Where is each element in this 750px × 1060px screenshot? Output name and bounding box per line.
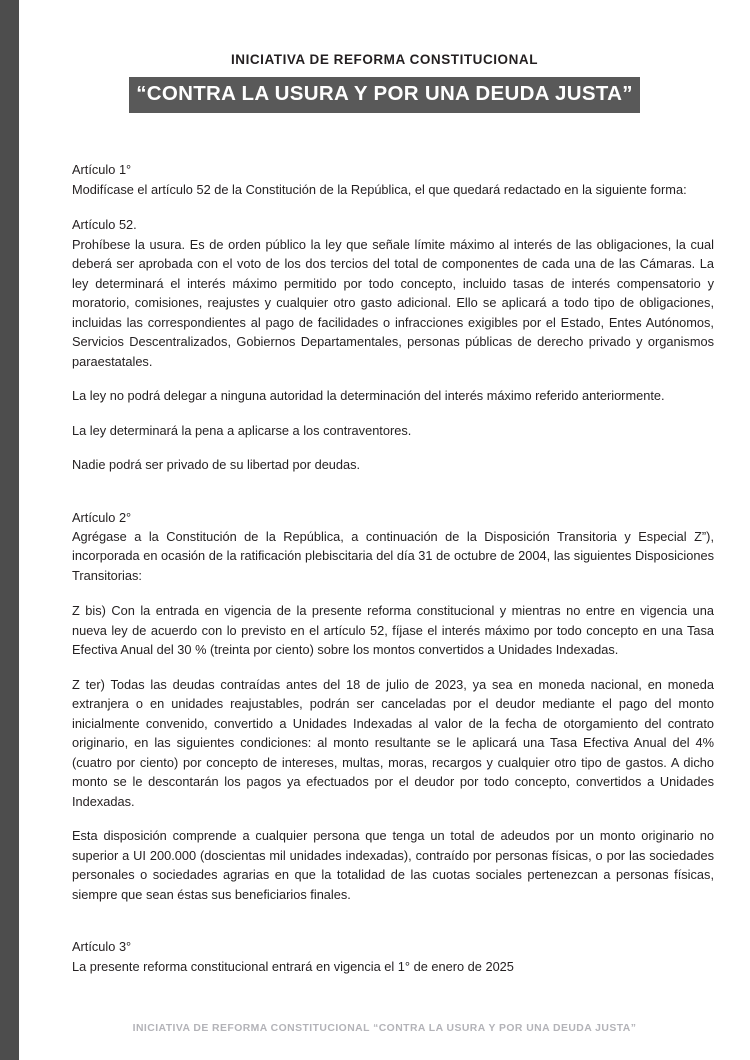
page-content [19,0,750,1060]
spacer [72,371,714,386]
header-eyebrow: INICIATIVA DE REFORMA CONSTITUCIONAL [230,52,539,67]
spacer [72,475,714,508]
disposition-z-bis: Z bis) Con la entrada en vigencia de la presente reforma constitucional y mientras no entre en vigencia una nueva ley de acuerdo con lo previsto en el artículo 52, fíjase el interés máximo por todo concepto en una Tasa Efectiva Anual del 30 % (treinta por ciento) sobre los montos convertidos a Unidades Indexadas. [72,603,714,658]
article-section-2 [72,508,714,905]
spacer [72,904,714,937]
article-section-3 [72,937,714,976]
article-1-lead: Modifícase el artículo 52 de la Constitución de la República, el que quedará redactado en la siguiente forma: [72,181,687,197]
article-2-heading: Artículo 2° [72,509,132,525]
disposition-z-ter: Z ter) Todas las deudas contraídas antes del 18 de julio de 2023, ya sea en moneda nacional, en moneda extranjera o en unidades reajustables, podrán ser canceladas por el deudor mediante el pago del monto inicialmente convenido, convertido a Unidades Indexadas al valor de la fecha de otorgamiento del contrato originario, en las siguientes condiciones: al monto resultante se le aplicará una Tasa Efectiva Anual del 4% (cuatro por ciento) por concepto de intereses, multas, moras, recargos y cualquier otro tipo de gastos. A dicho monto se le descontarán los pagos ya efectuados por el deudor por todo concepto, convertidos a Unidades Indexadas. [72,676,714,809]
article-3-lead: La presente reforma constitucional entrará en vigencia el 1° de enero de 2025 [72,958,514,974]
spacer [72,440,714,455]
article-1-paragraph-1: Prohíbese la usura. Es de orden público la ley que señale límite máximo al interés de las obligaciones, la cual deberá ser aprobada con el voto de los dos tercios del total de componentes de cada una de las Cámaras. La ley determinará el interés máximo permitido por todo concepto, incluido tasas de interés compensatorio y moratorio, comisiones, reajustes y cualquier otro gasto adicional. Ello se aplicará a todo tipo de obligaciones, incluidas las correspondientes al pago de facilidades o infracciones exigibles por el Estado, Entes Autónomos, Servicios Descentralizados, Gobiernos Departamentales, personas públicas de derecho privado y organismos paraestatales. [72,236,714,369]
spacer [72,199,714,215]
article-1-paragraph-3: La ley determinará la pena a aplicarse a los contraventores. [72,422,412,438]
footer-text: INICIATIVA DE REFORMA CONSTITUCIONAL “CONTRA LA USURA Y POR UNA DEUDA JUSTA” [132,1023,637,1034]
document-body [19,160,750,976]
title-banner-wrap [19,77,750,113]
spacer [72,811,714,826]
document-header [19,0,750,113]
article-1-paragraph-4: Nadie podrá ser privado de su libertad por deudas. [72,457,361,473]
article-52-subheading: Artículo 52. [72,217,137,233]
spacer [72,585,714,601]
page-edge-strip [0,0,19,1060]
article-1-heading: Artículo 1° [72,162,132,178]
article-3-heading: Artículo 3° [72,939,132,955]
article-1-paragraph-2: La ley no podrá delegar a ninguna autoridad la determinación del interés máximo referido anteriormente. [72,388,665,404]
document-footer [19,1018,750,1036]
spacer [72,406,714,421]
disposition-scope-paragraph: Esta disposición comprende a cualquier persona que tenga un total de adeudos por un monto originario no superior a UI 200.000 (doscientas mil unidades indexadas), contraído por personas físicas, o por las sociedades personales o sociedades agrarias en que la totalidad de las cuotas sociales pertenezcan a personas físicas, siempre que sean éstas sus beneficiarios finales. [72,828,714,902]
spacer [72,660,714,675]
article-section-1 [72,160,714,474]
document-title-banner: “CONTRA LA USURA Y POR UNA DEUDA JUSTA” [129,77,640,113]
article-2-lead: Agrégase a la Constitución de la República, a continuación de la Disposición Transitoria y Especial Z”), incorporada en ocasión de la ratificación plebiscitaria del día 31 de octubre de 2004, las siguientes Disposiciones Transitorias: [72,528,714,583]
